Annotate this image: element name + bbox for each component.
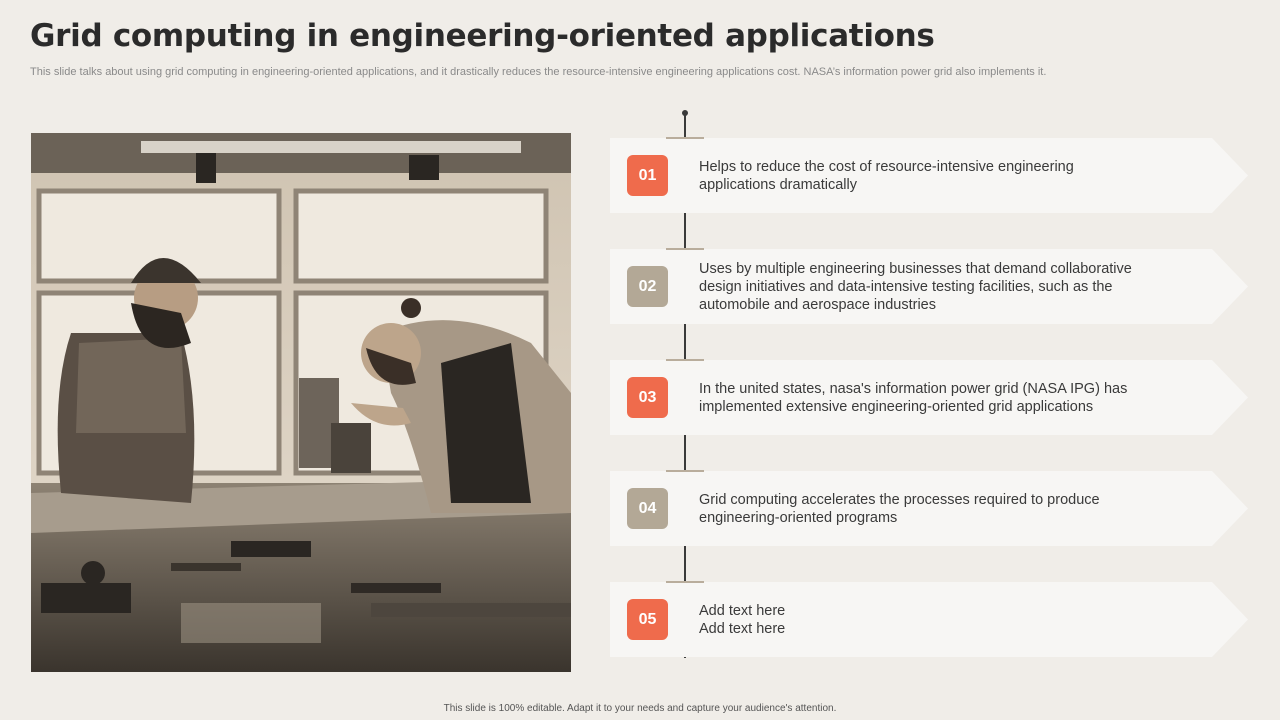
page-subtitle: This slide talks about using grid computing in engineering-oriented applications, and it drastically reduces the resource-intensive engineering applications cost. NASA’s information power grid also implements it.: [30, 66, 1047, 78]
list-item: [610, 471, 1248, 546]
number-badge: 04: [627, 488, 668, 529]
list-item: [610, 249, 1248, 324]
number-badge: 03: [627, 377, 668, 418]
footer-note: This slide is 100% editable. Adapt it to your needs and capture your audience's attention.: [443, 703, 837, 714]
item-text: In the united states, nasa's information power grid (NASA IPG) has implemented extensive engineering-oriented grid applications: [699, 380, 1128, 415]
number-badge: 01: [627, 155, 668, 196]
list-item: [610, 360, 1248, 435]
item-text: Grid computing accelerates the processes required to produce engineering-oriented programs: [699, 491, 1100, 526]
item-text: Add text here Add text here: [699, 602, 786, 637]
list-item: [610, 138, 1248, 213]
number-badge: 05: [627, 599, 668, 640]
number-badge: 02: [627, 266, 668, 307]
page-title: Grid computing in engineering-oriented applications: [30, 18, 935, 54]
list-item: [610, 582, 1248, 657]
item-text: Helps to reduce the cost of resource-intensive engineering applications dramatically: [699, 158, 1074, 193]
workshop-photo: [31, 133, 571, 672]
item-text: Uses by multiple engineering businesses that demand collaborative design initiatives and data-intensive testing facilities, such as the automobile and aerospace industries: [699, 260, 1132, 313]
